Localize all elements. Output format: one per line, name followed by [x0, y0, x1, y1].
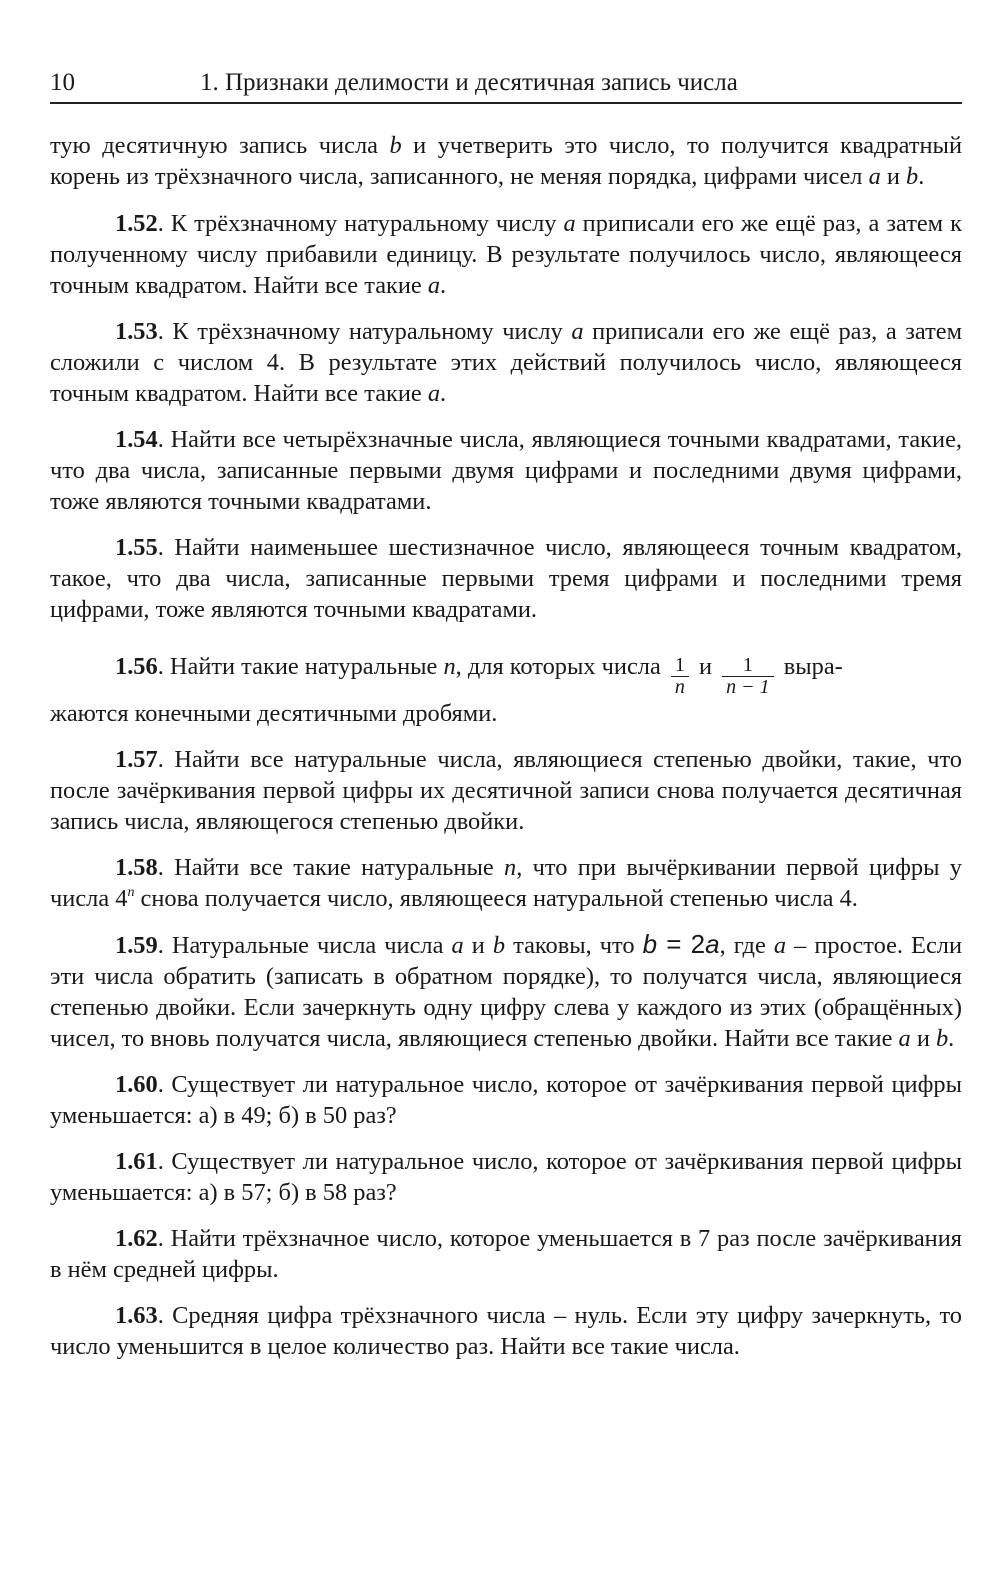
problem-number: 1.58 — [115, 854, 158, 881]
problem-number: 1.59 — [115, 932, 158, 959]
problem-number: 1.54 — [115, 426, 158, 453]
problem-1-56: 1.56. Найти такие натуральные n, для которых числа $\frac{1}{n}$ и $\frac{1}{n - 1}$ выра- — [115, 653, 843, 698]
running-title: 1. Признаки делимости и десятичная запись числа — [200, 69, 738, 96]
page-number: 10 — [50, 69, 75, 96]
fraction-1-over-n: $\frac{1}{n}$ — [671, 655, 689, 698]
problem-1-61: 1.61. Существует ли натуральное число, которое от зачёркивания первой цифры уменьшается: а) в 57; б) в 58 раз? — [50, 1148, 962, 1206]
problem-1-58: 1.58. Найти все такие натуральные n, что при вычёркивании первой цифры у числа 4$^n$ снова получается число, являющееся натуральной степенью числа 4. — [50, 854, 963, 912]
problem-number: 1.55 — [115, 534, 158, 561]
formula-b-equals-2a: b = 2a — [642, 929, 720, 959]
problem-1-54: 1.54. Найти все четырёхзначные числа, являющиеся точными квадратами, такие, что два числа, записанные первыми двумя цифрами и последними двумя цифрами, тоже являются точными квадратами. — [50, 426, 962, 515]
problem-number: 1.62 — [115, 1225, 158, 1252]
problem-1-62: 1.62. Найти трёхзначное число, которое уменьшается в 7 раз после зачёркивания в нём средней цифры. — [50, 1225, 962, 1283]
problem-1-52: 1.52. К трёхзначному натуральному числу a приписали его же ещё раз, а затем к полученному числу прибавили единицу. В результате получилось число, являющееся точным квадратом. Найти все такие a. — [50, 210, 962, 299]
problem-1-59: 1.59. Натуральные числа числа a и b таковы, что b = 2a, где a – простое. Если эти числа обратить (записать в обратном порядке), то получатся числа, являющиеся степенью двойки. Если зачеркнуть одну цифру слева у каждого из этих (обращённых) чисел, то вновь получатся числа, являющиеся степенью двойки. Найти все такие a и b. — [50, 929, 963, 1052]
problem-1-57: 1.57. Найти все натуральные числа, являющиеся степенью двойки, такие, что после зачёркивания первой цифры их десятичной записи снова получается десятичная запись числа, являющегося степенью двойки. — [50, 746, 962, 835]
problem-number: 1.52 — [115, 210, 158, 237]
problem-1-60: 1.60. Существует ли натуральное число, которое от зачёркивания первой цифры уменьшается: а) в 49; б) в 50 раз? — [50, 1071, 962, 1129]
problem-1-56-continuation: жаются конечными десятичными дробями. — [50, 700, 498, 727]
problem-number: 1.60 — [115, 1071, 158, 1098]
intro-paragraph: тую десятичную запись числа b и учетверить это число, то получится квадратный корень из трёхзначного числа, записанного, не меняя порядка, цифрами чисел a и b. — [50, 132, 962, 190]
problem-1-63: 1.63. Средняя цифра трёхзначного числа – нуль. Если эту цифру зачеркнуть, то число уменьшится в целое количество раз. Найти все такие числа. — [50, 1302, 962, 1360]
problem-1-55: 1.55. Найти наименьшее шестизначное число, являющееся точным квадратом, такое, что два числа, записанные первыми тремя цифрами и последними тремя цифрами, тоже являются точными квадратами. — [50, 534, 962, 623]
problem-number: 1.57 — [115, 746, 158, 773]
problem-number: 1.63 — [115, 1302, 158, 1329]
problem-number: 1.56 — [115, 653, 158, 680]
problem-1-53: 1.53. К трёхзначному натуральному числу a приписали его же ещё раз, а затем сложили с числом 4. В результате этих действий получилось число, являющееся точным квадратом. Найти все такие a. — [50, 318, 962, 407]
fraction-1-over-n-minus-1: $\frac{1}{n - 1}$ — [722, 655, 774, 698]
problem-number: 1.53 — [115, 318, 158, 345]
problem-number: 1.61 — [115, 1148, 158, 1175]
page-header — [50, 68, 962, 104]
